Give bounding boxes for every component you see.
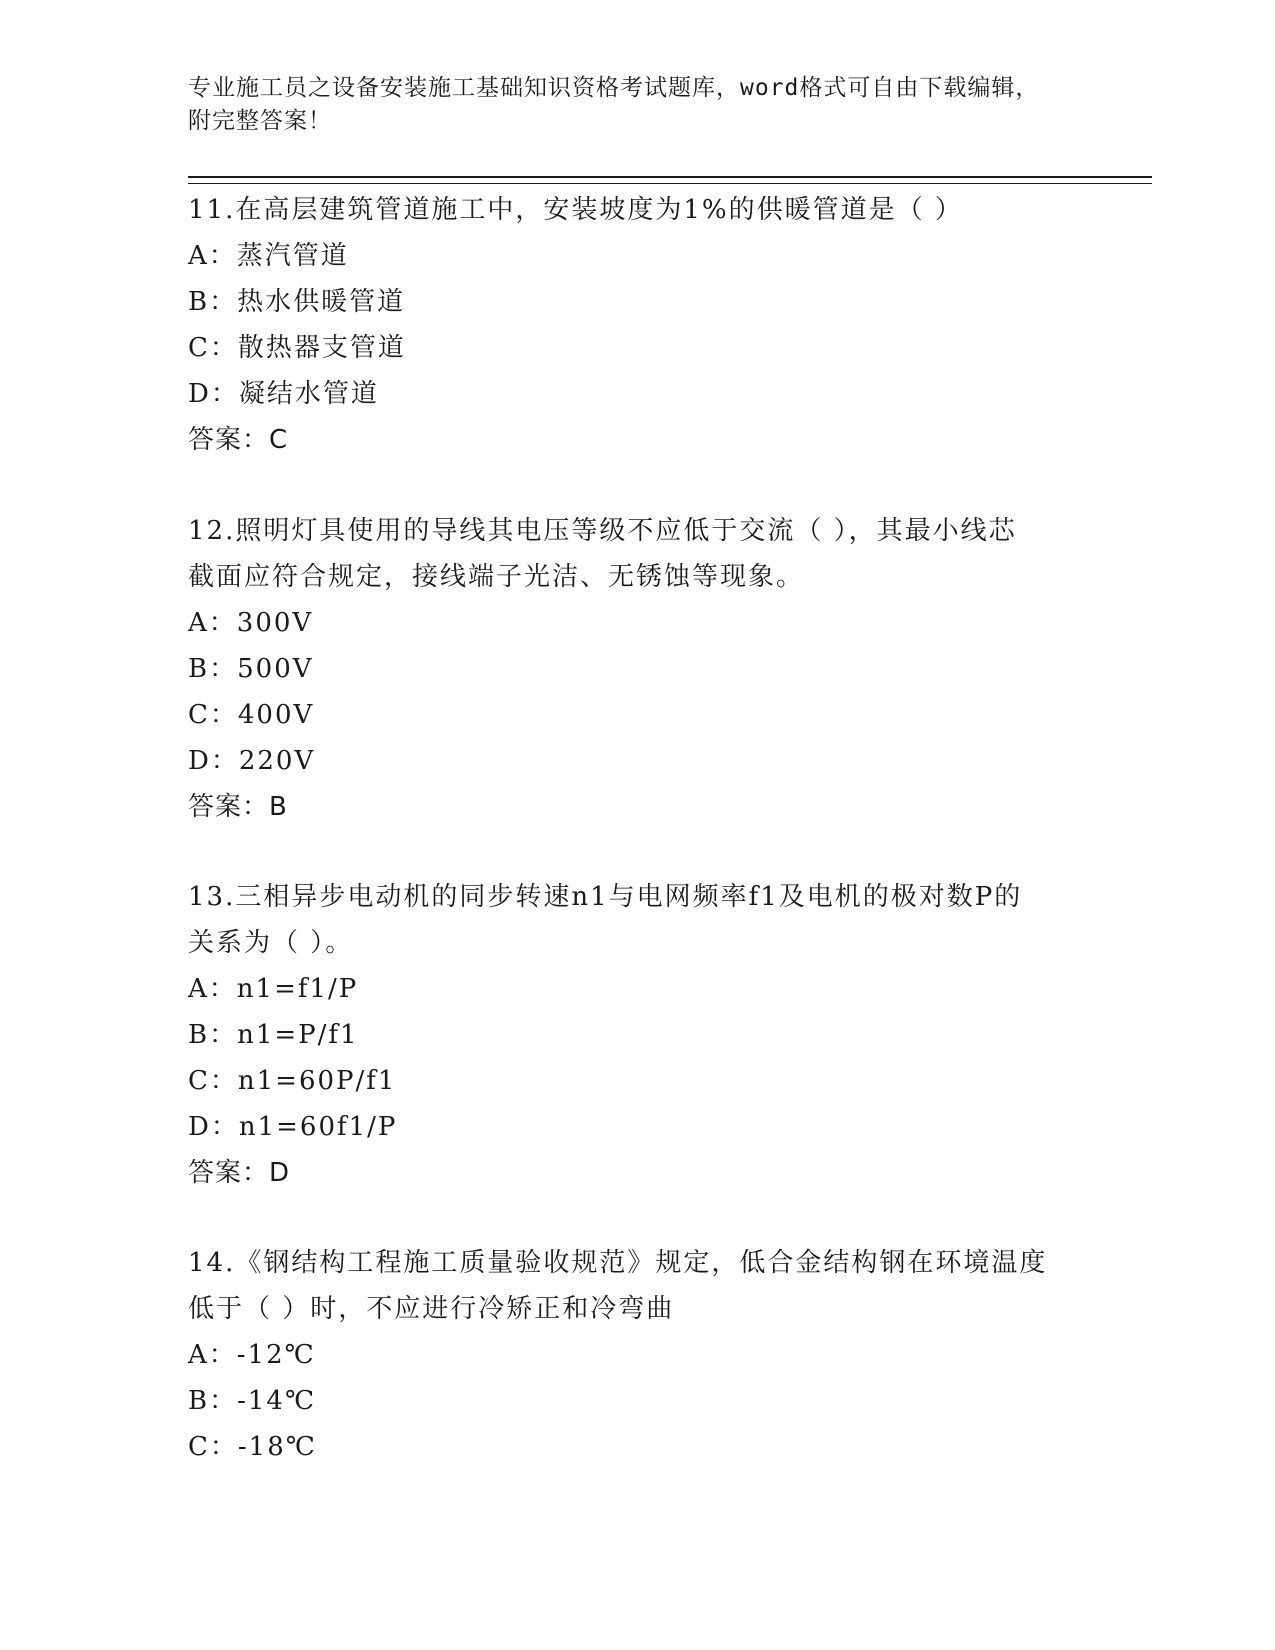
option-c: C：散热器支管道 [188, 333, 406, 363]
question-text-line-1: 12.照明灯具使用的导线其电压等级不应低于交流（ ），其最小线芯 [188, 516, 1017, 546]
question-12 [188, 508, 1088, 830]
question-text: 11.在高层建筑管道施工中，安装坡度为1%的供暖管道是（ ） [188, 195, 963, 225]
option-d: D：凝结水管道 [188, 379, 379, 409]
header-line-2: 附完整答案！ [188, 108, 332, 134]
option-a: A：n1=f1/P [188, 974, 359, 1004]
option-c: C：400V [188, 700, 315, 730]
document-header [188, 72, 1088, 138]
option-b: B：热水供暖管道 [188, 287, 406, 317]
option-a: A：300V [188, 608, 314, 638]
header-divider-thick [188, 176, 1152, 178]
option-d: D：n1=60f1/P [188, 1112, 398, 1142]
question-11 [188, 187, 1088, 463]
option-b: B：n1=P/f1 [188, 1020, 359, 1050]
option-c: C：n1=60P/f1 [188, 1066, 397, 1096]
question-text-line-1: 13.三相异步电动机的同步转速n1与电网频率f1及电机的极对数P的 [188, 882, 1023, 912]
question-text-line-2: 低于（ ）时，不应进行冷矫正和冷弯曲 [188, 1294, 675, 1324]
option-a: A：-12℃ [188, 1340, 316, 1370]
question-text-line-1: 14.《钢结构工程施工质量验收规范》规定，低合金结构钢在环境温度 [188, 1248, 1048, 1278]
answer-line: 答案：B [188, 792, 288, 822]
question-14 [188, 1240, 1088, 1470]
option-d: D：220V [188, 746, 316, 776]
option-a: A：蒸汽管道 [188, 241, 349, 271]
option-b: B：500V [188, 654, 314, 684]
header-divider-thin [188, 183, 1152, 184]
answer-line: 答案：D [188, 1158, 291, 1188]
question-13 [188, 874, 1088, 1196]
option-b: B：-14℃ [188, 1386, 317, 1416]
answer-line: 答案：C [188, 425, 289, 455]
header-line-1: 专业施工员之设备安装施工基础知识资格考试题库，word格式可自由下载编辑， [188, 75, 1040, 101]
question-text-line-2: 截面应符合规定，接线端子光洁、无锈蚀等现象。 [188, 562, 805, 592]
option-c: C：-18℃ [188, 1432, 317, 1462]
question-text-line-2: 关系为（ ）。 [188, 928, 354, 958]
